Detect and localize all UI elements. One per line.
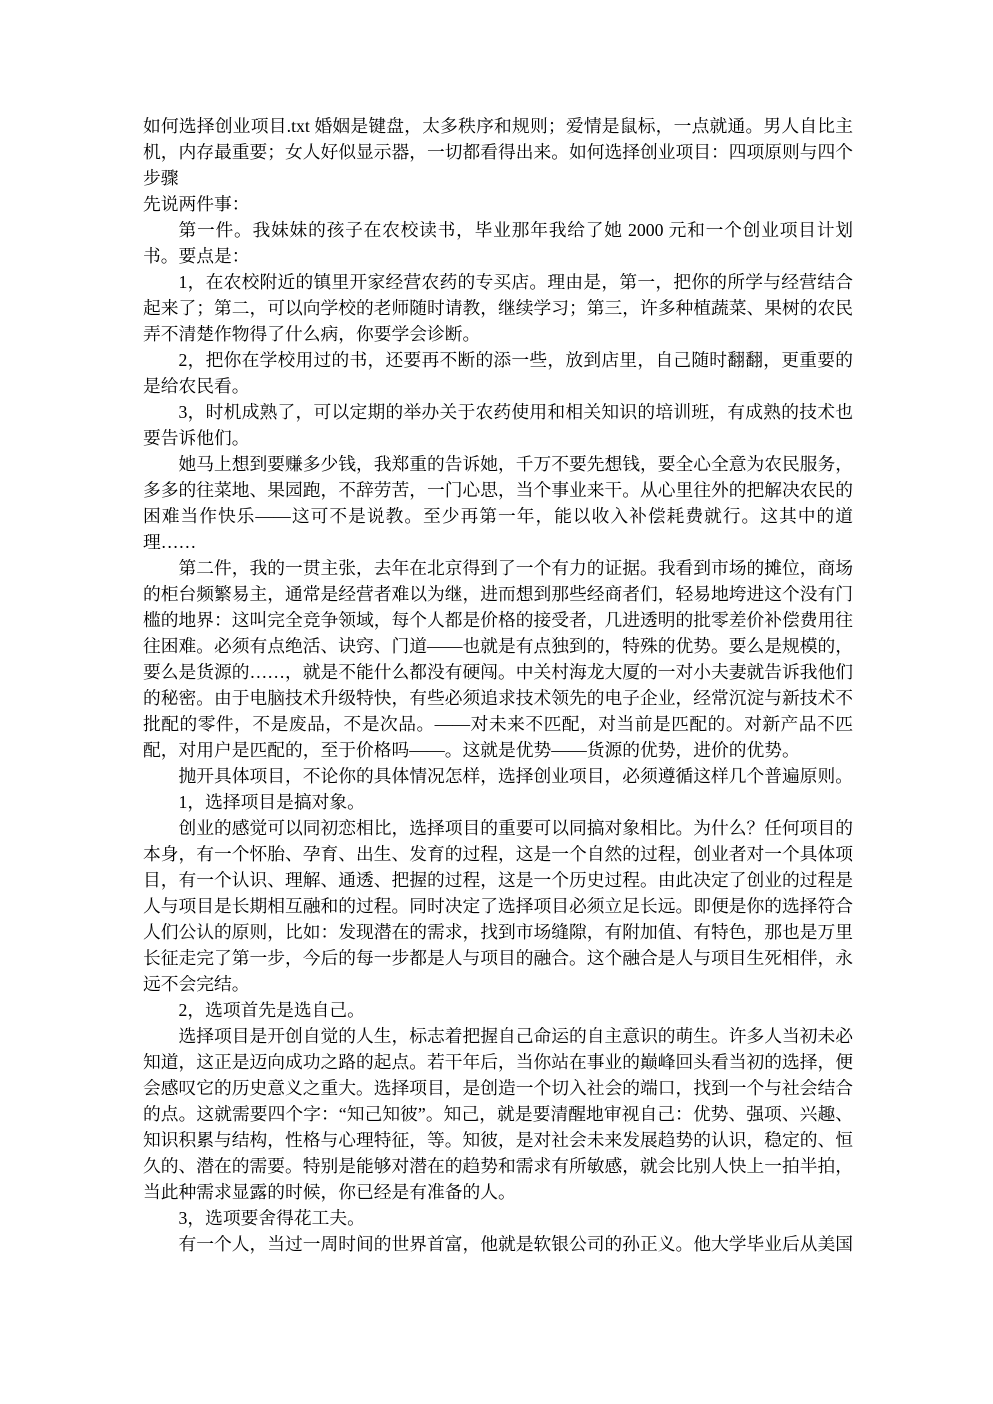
paragraph: 选择项目是开创自觉的人生，标志着把握自己命运的自主意识的萌生。许多人当初未必知道，这正是迈向成功之路的起点。若干年后，当你站在事业的巅峰回头看当初的选择，便会感叹它的历史意义之重大。选择项目，是创造一个切入社会的端口，找到一个与社会结合的点。这就需要四个字：“知己知彼”。知己，就是要清醒地审视自己：优势、强项、兴趣、知识积累与结构，性格与心理特征，等。知彼，是对社会未来发展趋势的认识，稳定的、恒久的、潜在的需要。特别是能够对潜在的趋势和需求有所敏感，就会比别人快上一拍半拍，当此种需求显露的时候，你已经是有准备的人。 (143, 1026, 854, 1202)
paragraph: 如何选择创业项目.txt 婚姻是键盘，太多秩序和规则；爱情是鼠标，一点就通。男人自比主机，内存最重要；女人好似显示器，一切都看得出来。如何选择创业项目：四项原则与四个步骤 (143, 116, 854, 188)
paragraph: 她马上想到要赚多少钱，我郑重的告诉她，千万不要先想钱，要全心全意为农民服务，多多的往菜地、果园跑，不辞劳苦，一门心思，当个事业来干。从心里往外的把解决农民的困难当作快乐——这可不是说教。至少再第一年，能以收入补偿耗费就行。这其中的道理…… (143, 454, 854, 552)
paragraph: 有一个人，当过一周时间的世界首富，他就是软银公司的孙正义。他大学毕业后从美国 (178, 1234, 854, 1254)
paragraph: 第一件。我妹妹的孩子在农校读书，毕业那年我给了她 2000 元和一个创业项目计划书。要点是： (143, 220, 853, 266)
paragraph: 抛开具体项目，不论你的具体情况怎样，选择创业项目，必须遵循这样几个普遍原则。 (178, 766, 854, 786)
paragraph: 3，选项要舍得花工夫。 (178, 1208, 365, 1228)
paragraph: 2，选项首先是选自己。 (178, 1000, 365, 1020)
paragraph: 1，在农校附近的镇里开家经营农药的专买店。理由是，第一，把你的所学与经营结合起来了；第二，可以向学校的老师随时请教，继续学习；第三，许多种植蔬菜、果树的农民弄不清楚作物得了什么病，你要学会诊断。 (143, 272, 854, 344)
paragraph: 2，把你在学校用过的书，还要再不断的添一些，放到店里，自己随时翻翻，更重要的是给农民看。 (143, 350, 853, 396)
document-text (143, 113, 853, 1257)
paragraph: 先说两件事： (143, 194, 250, 214)
paragraph: 创业的感觉可以同初恋相比，选择项目的重要可以同搞对象相比。为什么？任何项目的本身，有一个怀胎、孕育、出生、发育的过程，这是一个自然的过程，创业者对一个具体项目，有一个认识、理解、通透、把握的过程，这是一个历史过程。由此决定了创业的过程是人与项目是长期相互融和的过程。同时决定了选择项目必须立足长远。即便是你的选择符合人们公认的原则，比如：发现潜在的需求，找到市场缝隙，有附加值、有特色，那也是万里长征走完了第一步，今后的每一步都是人与项目的融合。这个融合是人与项目生死相伴，永远不会完结。 (143, 818, 854, 994)
paragraph: 第二件，我的一贯主张，去年在北京得到了一个有力的证据。我看到市场的摊位，商场的柜台频繁易主，通常是经营者难以为继，进而想到那些经商者们，轻易地垮进这个没有门槛的地界：这叫完全竞争领域，每个人都是价格的接受者，几进透明的批零差价补偿费用往往困难。必须有点绝活、诀窍、门道——也就是有点独到的，特殊的优势。要么是规模的，要么是货源的……，就是不能什么都没有硬闯。中关村海龙大厦的一对小夫妻就告诉我他们的秘密。由于电脑技术升级特快，有些必须追求技术领先的电子企业，经常沉淀与新技术不批配的零件，不是废品，不是次品。——对未来不匹配，对当前是匹配的。对新产品不匹配，对用户是匹配的，至于价格吗——。这就是优势——货源的优势，进价的优势。 (143, 558, 854, 760)
paragraph: 1，选择项目是搞对象。 (178, 792, 365, 812)
paragraph: 3，时机成熟了，可以定期的举办关于农药使用和相关知识的培训班，有成熟的技术也要告诉他们。 (143, 402, 853, 448)
